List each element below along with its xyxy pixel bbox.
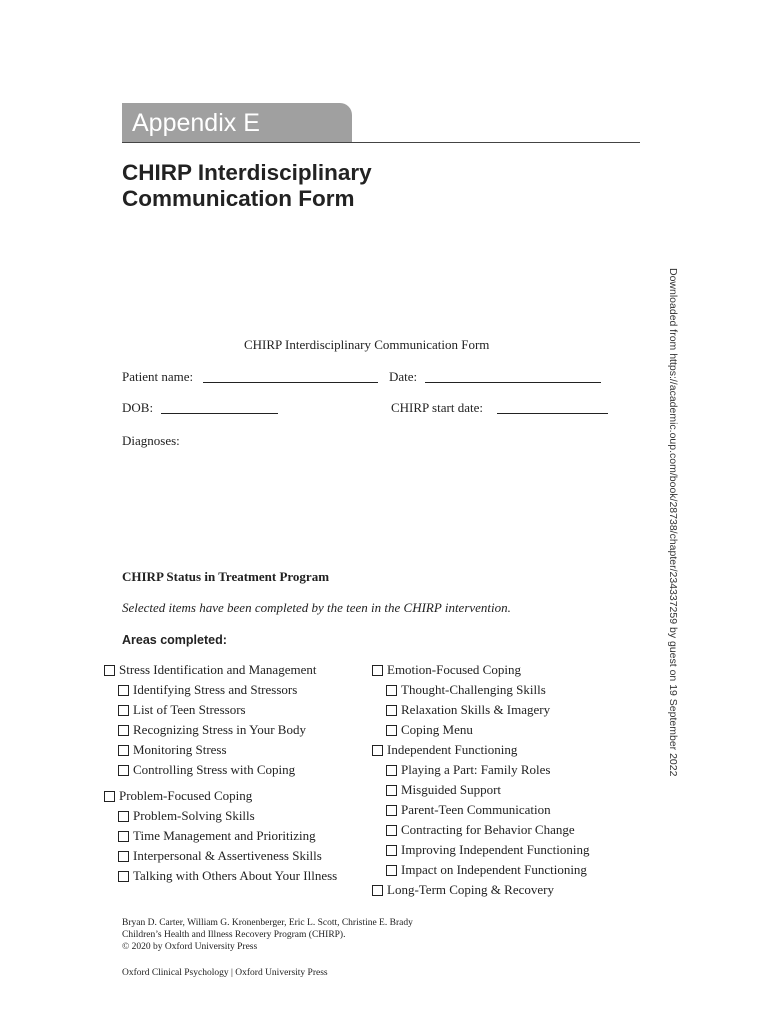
download-note: Downloaded from https://academic.oup.com/book/28738/chapter/234337259 by guest on 19 September 2022 xyxy=(667,268,679,777)
checkbox[interactable] xyxy=(118,851,129,862)
footer-book: Children’s Health and Illness Recovery Program (CHIRP). xyxy=(122,930,346,940)
checklist-label: Interpersonal & Assertiveness Skills xyxy=(133,848,322,863)
checkbox[interactable] xyxy=(386,865,397,876)
appendix-label: Appendix E xyxy=(132,109,260,137)
checklist-label: Coping Menu xyxy=(401,722,473,737)
checklist-item[interactable] xyxy=(104,788,252,804)
dob-label: DOB: xyxy=(122,400,154,415)
checkbox[interactable] xyxy=(372,745,383,756)
patient-name-field[interactable] xyxy=(203,382,378,383)
areas-heading: Areas completed: xyxy=(122,633,227,647)
checklist-item[interactable] xyxy=(386,682,546,698)
checklist-label: Identifying Stress and Stressors xyxy=(133,682,298,697)
checklist-label: Controlling Stress with Coping xyxy=(133,762,296,777)
checkbox[interactable] xyxy=(118,705,129,716)
checkbox[interactable] xyxy=(386,765,397,776)
checklist-item[interactable] xyxy=(386,862,587,878)
checkbox[interactable] xyxy=(386,845,397,856)
checkbox[interactable] xyxy=(118,725,129,736)
checklist-item[interactable] xyxy=(118,742,227,758)
checkbox[interactable] xyxy=(386,825,397,836)
checklist-item[interactable] xyxy=(118,682,297,698)
checklist-item[interactable] xyxy=(118,868,337,884)
checklist-item[interactable] xyxy=(372,662,521,678)
dob-field[interactable] xyxy=(161,413,278,414)
checkbox[interactable] xyxy=(118,745,129,756)
checklist-item[interactable] xyxy=(372,742,517,758)
checklist-label: List of Teen Stressors xyxy=(133,702,246,717)
form-title: CHIRP Interdisciplinary Communication Form xyxy=(244,337,490,352)
checklist-label: Monitoring Stress xyxy=(133,742,227,757)
checklist-label: Misguided Support xyxy=(401,782,502,797)
checklist-label: Problem-Focused Coping xyxy=(119,788,253,803)
checklist-label: Improving Independent Functioning xyxy=(401,842,590,857)
checkbox[interactable] xyxy=(104,665,115,676)
footer-authors: Bryan D. Carter, William G. Kronenberger, Eric L. Scott, Christine E. Brady xyxy=(122,918,413,928)
checklist-item[interactable] xyxy=(118,828,316,844)
diagnoses-label: Diagnoses: xyxy=(122,433,180,448)
checklist-label: Thought-Challenging Skills xyxy=(401,682,546,697)
checklist-item[interactable] xyxy=(386,802,551,818)
checklist-item[interactable] xyxy=(386,702,550,718)
checklist-label: Recognizing Stress in Your Body xyxy=(133,722,306,737)
checkbox[interactable] xyxy=(386,685,397,696)
checklist-item[interactable] xyxy=(104,662,316,678)
checklist-item[interactable] xyxy=(386,782,501,798)
checklist-label: Emotion-Focused Coping xyxy=(387,662,521,677)
checklist-label: Stress Identification and Management xyxy=(119,662,317,677)
checklist-label: Impact on Independent Functioning xyxy=(401,862,587,877)
checkbox[interactable] xyxy=(118,871,129,882)
footer-copyright: © 2020 by Oxford University Press xyxy=(122,942,258,952)
checkbox[interactable] xyxy=(118,811,129,822)
checklist-item[interactable] xyxy=(386,722,473,738)
checkbox[interactable] xyxy=(372,665,383,676)
checklist-label: Parent-Teen Communication xyxy=(401,802,551,817)
header-rule xyxy=(122,142,640,143)
footer-series: Oxford Clinical Psychology | Oxford University Press xyxy=(122,968,328,978)
checklist-label: Talking with Others About Your Illness xyxy=(133,868,338,883)
date-label: Date: xyxy=(389,369,418,384)
checklist-item[interactable] xyxy=(118,848,322,864)
patient-name-label: Patient name: xyxy=(122,369,194,384)
checkbox[interactable] xyxy=(386,785,397,796)
chapter-title-line1: CHIRP Interdisciplinary xyxy=(122,160,372,185)
checkbox[interactable] xyxy=(386,725,397,736)
checklist-label: Problem-Solving Skills xyxy=(133,808,255,823)
start-date-field[interactable] xyxy=(497,413,608,414)
checklist-label: Independent Functioning xyxy=(387,742,518,757)
checkbox[interactable] xyxy=(386,705,397,716)
checklist-item[interactable] xyxy=(118,702,246,718)
checkbox[interactable] xyxy=(118,765,129,776)
checklist-item[interactable] xyxy=(118,762,295,778)
chapter-title xyxy=(122,160,522,212)
checklist-label: Long-Term Coping & Recovery xyxy=(387,882,554,897)
checklist-label: Time Management and Prioritizing xyxy=(133,828,316,843)
chapter-title-line2: Communication Form xyxy=(122,186,355,211)
status-heading: CHIRP Status in Treatment Program xyxy=(122,569,330,584)
checklist-item[interactable] xyxy=(372,882,554,898)
checklist-item[interactable] xyxy=(386,762,551,778)
status-note: Selected items have been completed by the teen in the CHIRP intervention. xyxy=(122,600,511,615)
checklist-label: Relaxation Skills & Imagery xyxy=(401,702,551,717)
checkbox[interactable] xyxy=(118,831,129,842)
start-date-label: CHIRP start date: xyxy=(391,400,483,415)
checklist-item[interactable] xyxy=(118,722,306,738)
checkbox[interactable] xyxy=(372,885,383,896)
checklist-label: Playing a Part: Family Roles xyxy=(401,762,551,777)
checkbox[interactable] xyxy=(104,791,115,802)
checkbox[interactable] xyxy=(386,805,397,816)
date-field[interactable] xyxy=(425,382,601,383)
checklist-label: Contracting for Behavior Change xyxy=(401,822,575,837)
checklist-item[interactable] xyxy=(118,808,255,824)
checkbox[interactable] xyxy=(118,685,129,696)
checklist-item[interactable] xyxy=(386,822,575,838)
checklist-item[interactable] xyxy=(386,842,589,858)
